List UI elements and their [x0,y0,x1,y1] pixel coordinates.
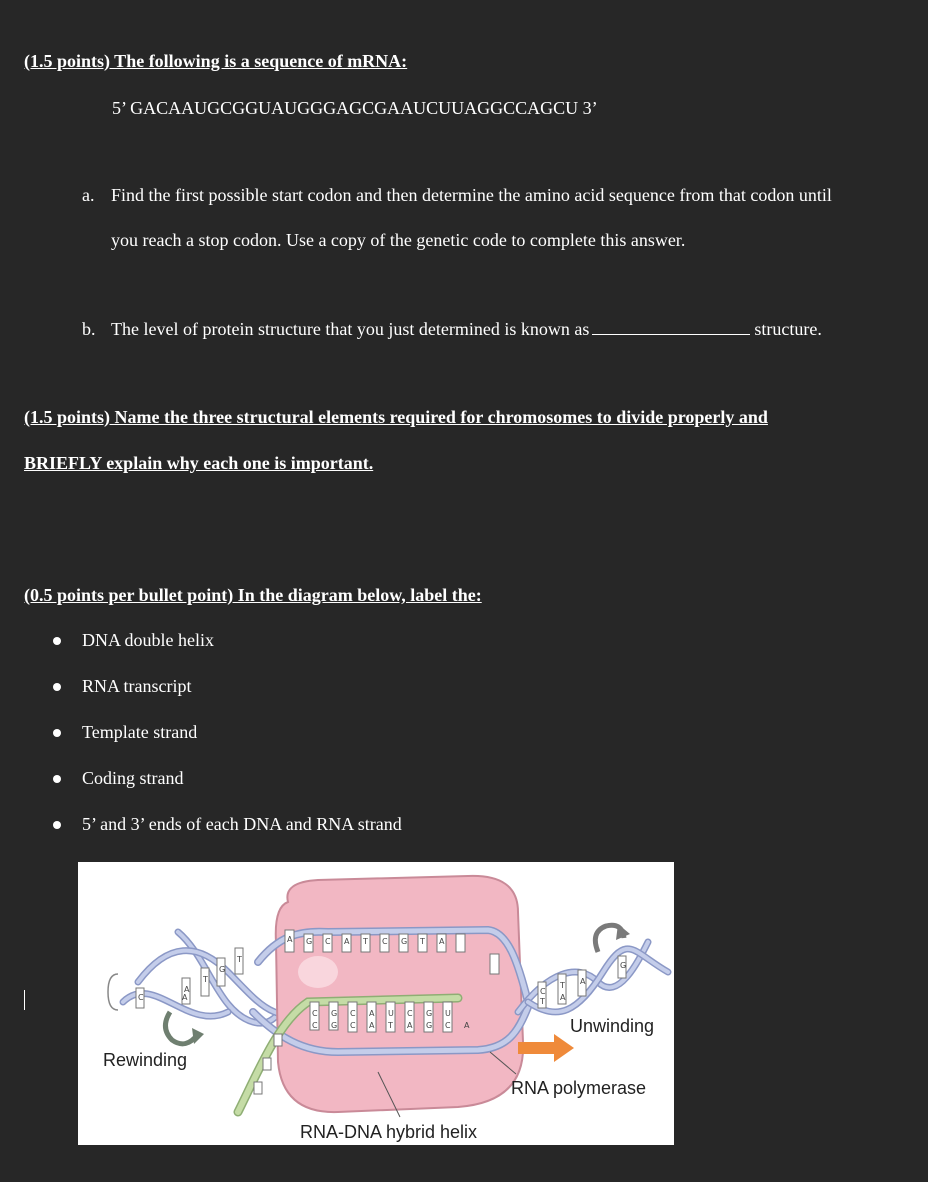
left-base-letter: T [203,975,208,984]
top-base-letter: C [325,937,331,946]
q2-heading-line1: (1.5 points) Name the three structural elements required for chromosomes to divide properly and [24,407,768,427]
answer-blank[interactable] [592,320,750,335]
top-base-letter: A [439,937,445,946]
rewinding-arrowhead-icon [192,1028,204,1044]
top-base-letter: C [382,937,388,946]
rna-polymerase-body [276,876,523,1112]
bullet-item: Template strand [82,722,198,742]
transcription-svg [78,862,674,1145]
bullet-dot [53,821,61,829]
rna-base-letter: A [369,1009,375,1018]
direction-arrow-icon [554,1034,574,1062]
q2-heading-line2: BRIEFLY explain why each one is important. [24,453,374,473]
left-base-letter: T [237,955,242,964]
bullet-item: RNA transcript [82,676,192,696]
part-a-text-line2: you reach a stop codon. Use a copy of the genetic code to complete this answer. [111,230,686,250]
text-cursor [24,990,25,1010]
template-base-letter: A [369,1021,375,1030]
rna-base-letter: C [350,1009,356,1018]
template-base-letter: A [407,1021,413,1030]
bullet-dot [53,637,61,645]
right-base-letter: A [560,993,566,1002]
part-b-marker: b. [82,319,96,339]
top-base-letter: A [287,935,293,944]
part-a-marker: a. [82,185,95,205]
right-base-letter: T [540,997,545,1006]
rna-base-letter: G [331,1009,338,1018]
rna-base-letter: G [426,1009,433,1018]
right-base-letter: G [620,961,627,970]
template-base-letter: G [426,1021,433,1030]
left-base-letter: A [184,985,190,994]
bullet-dot [53,683,61,691]
rna-base-letter: U [388,1009,394,1018]
template-base-letter: A [464,1021,470,1030]
bullet-dot [53,729,61,737]
rna-base-letter: C [407,1009,413,1018]
rna-base-letter: U [445,1009,451,1018]
right-base-letter: T [560,981,565,990]
mrna-sequence: 5’ GACAAUGCGGUAUGGGAGCGAAUCUUAGGCCAGCU 3’ [112,98,598,118]
left-base-letter: C [138,993,144,1002]
template-base-letter: G [331,1021,338,1030]
left-base-letter: G [219,965,226,974]
template-base-letter: C [445,1021,451,1030]
bullet-item: Coding strand [82,768,184,788]
right-base-letter: A [580,977,586,986]
part-a-text-line1: Find the first possible start codon and then determine the amino acid sequence from that codon until [111,185,832,205]
top-base-letter: A [344,937,350,946]
q1-heading: (1.5 points) The following is a sequence of mRNA: [24,51,408,71]
top-base-letter: G [401,937,408,946]
left-base-letter: A [182,993,188,1002]
part-b-line [111,319,822,340]
top-base-letter: G [306,937,313,946]
part-b-text-before: The level of protein structure that you just determined is known as [111,319,590,339]
label-unwinding: Unwinding [570,1016,655,1036]
label-rna-polymerase: RNA polymerase [511,1078,647,1098]
part-b-text-after: structure. [754,319,822,339]
polymerase-highlight [298,956,338,988]
transcription-diagram [78,862,674,1145]
label-rewinding: Rewinding [103,1050,188,1070]
rewinding-arrow-icon [165,1012,198,1044]
bracket [108,974,118,1010]
template-base-letter: T [388,1021,393,1030]
label-rna-dna-hybrid-helix: RNA-DNA hybrid helix [300,1122,478,1142]
bullet-dot [53,775,61,783]
top-base-letter: T [363,937,368,946]
q3-heading: (0.5 points per bullet point) In the diagram below, label the: [24,585,482,605]
template-base-letter: C [312,1021,318,1030]
template-base-letter: C [350,1021,356,1030]
top-base-letter: T [420,937,425,946]
rna-base-letter: C [312,1009,318,1018]
right-base-letter: C [540,987,546,996]
bullet-item: 5’ and 3’ ends of each DNA and RNA strand [82,814,402,834]
bullet-item: DNA double helix [82,630,214,650]
direction-arrow-body [518,1042,556,1054]
